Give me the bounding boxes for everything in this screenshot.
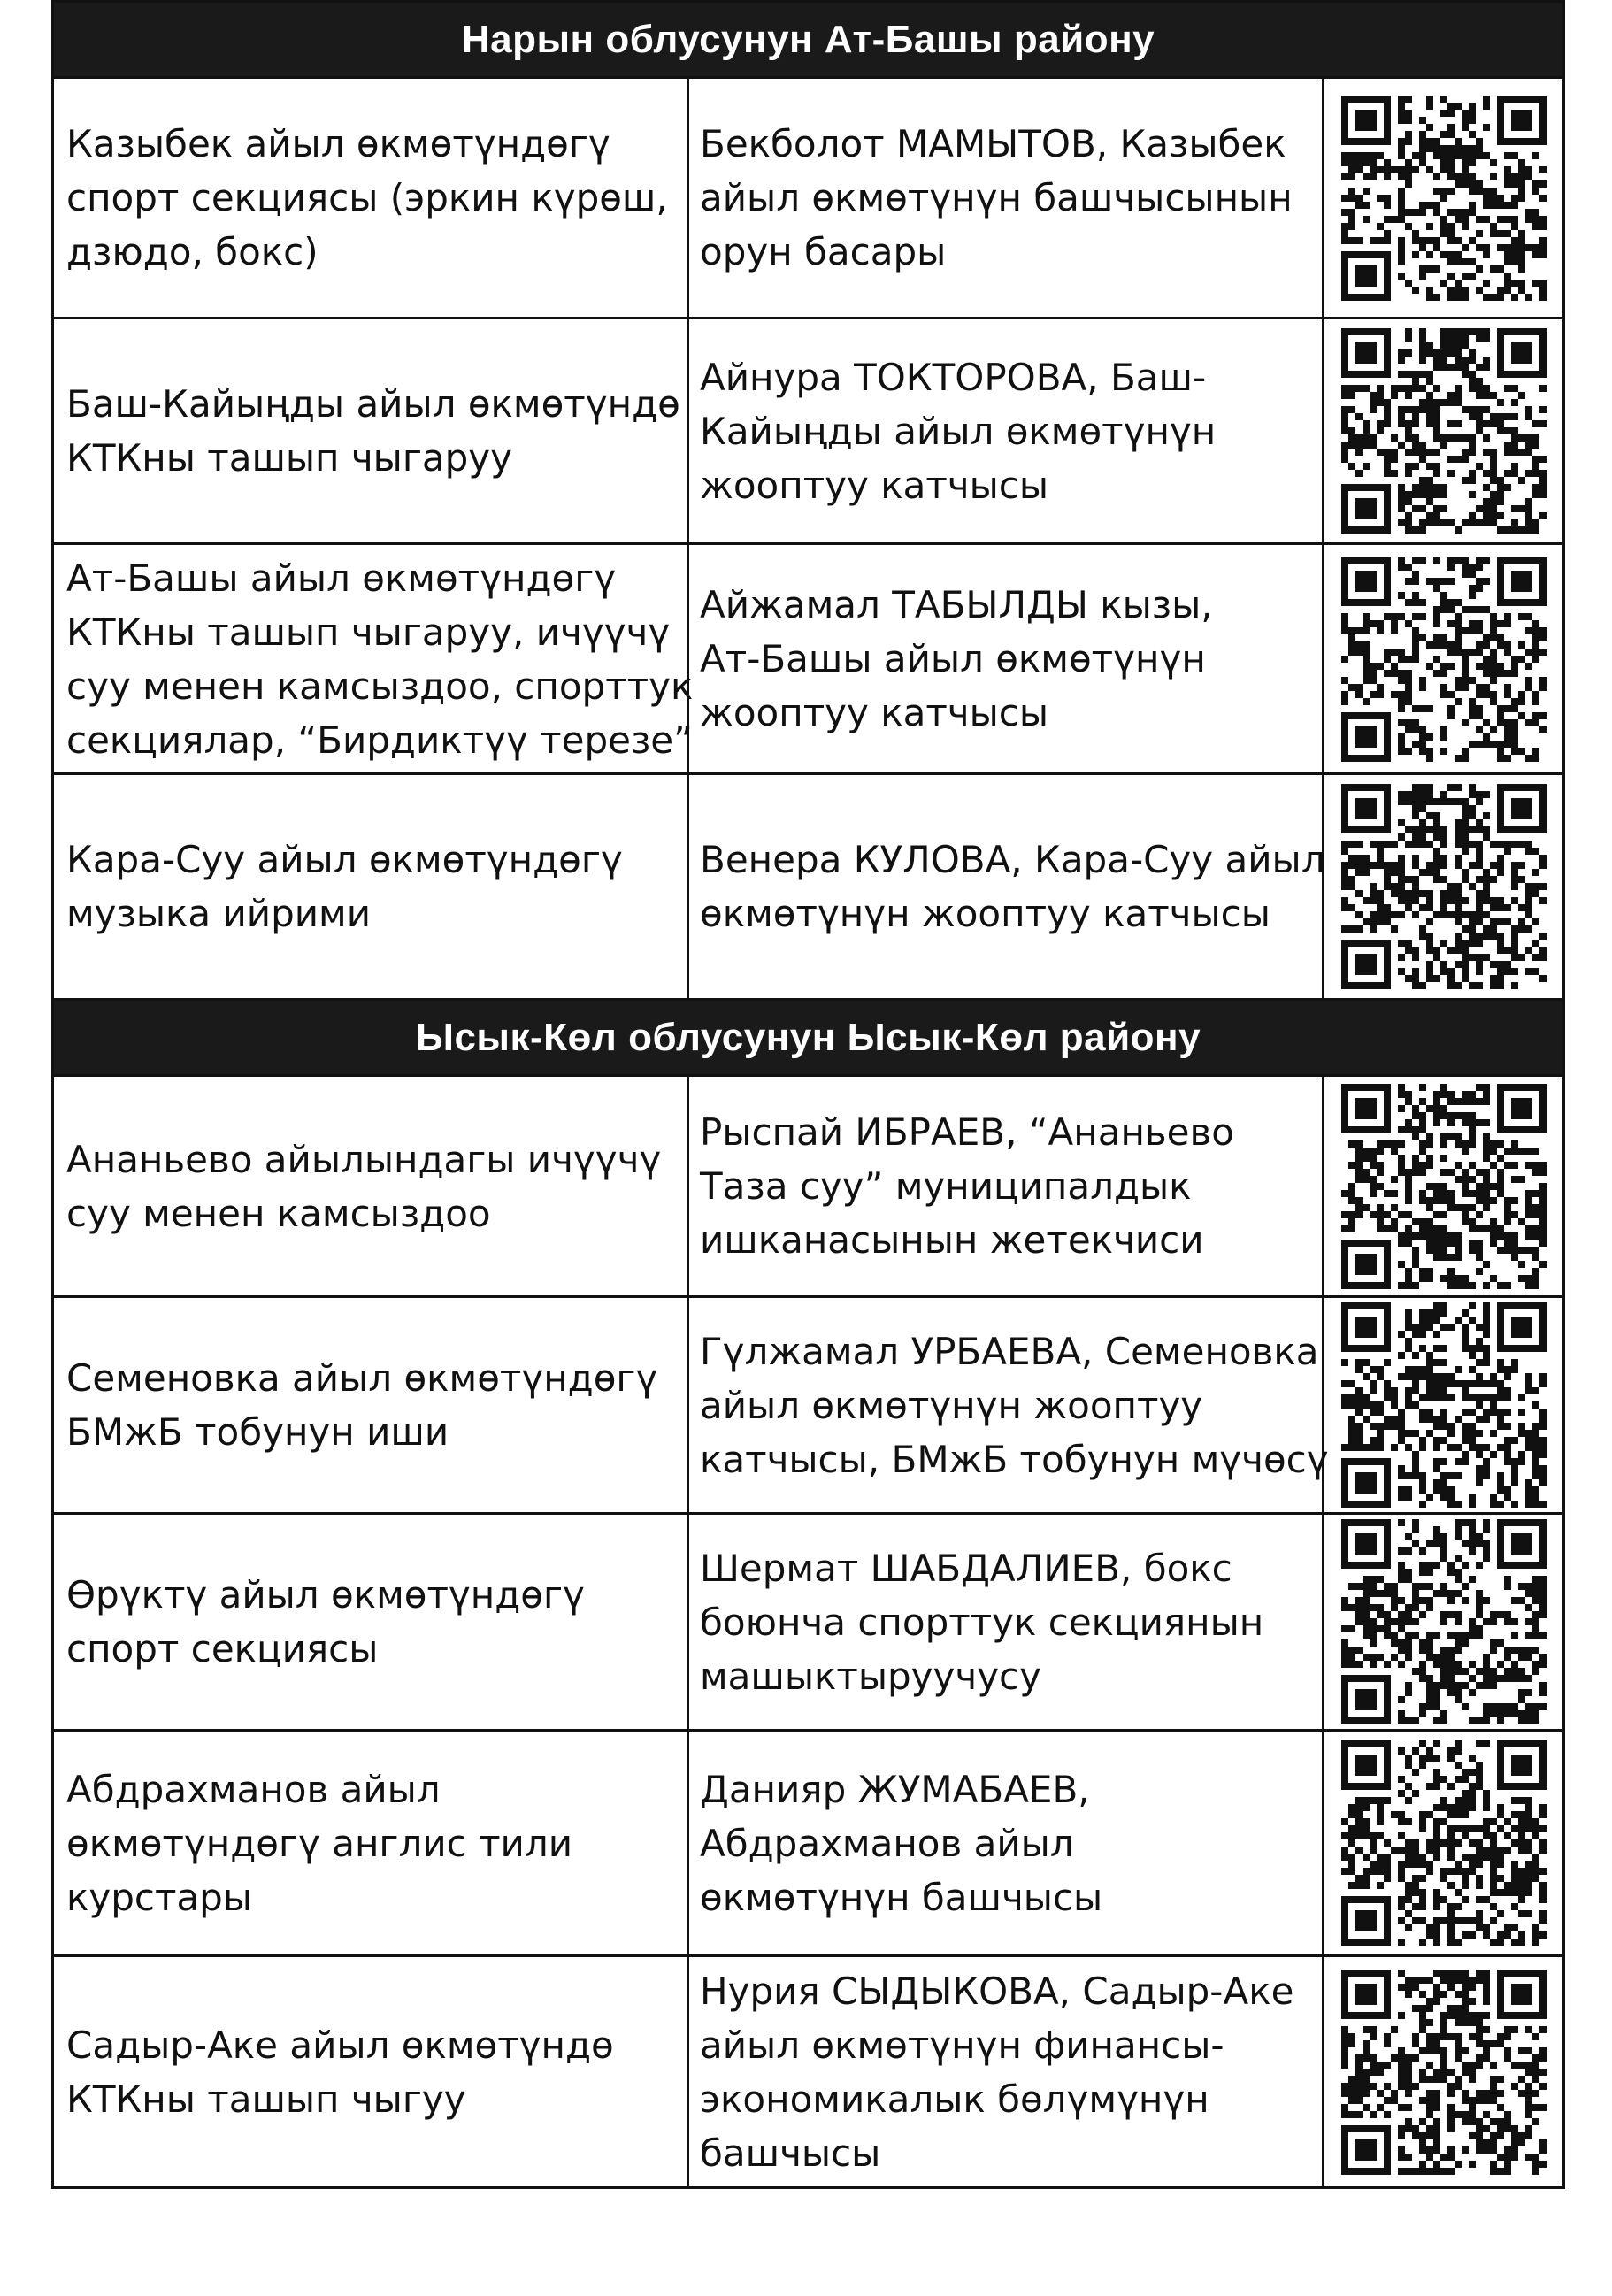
text-line: КТКны ташып чыгаруу — [66, 436, 513, 480]
activity-cell — [53, 1297, 688, 1514]
contact-cell — [688, 1514, 1324, 1731]
text-line: катчысы, БМжБ тобунун мүчөсү — [700, 1437, 1329, 1481]
text-line: Данияр ЖУМАБАЕВ, — [700, 1767, 1090, 1811]
text-line: Кара-Суу айыл өкмөтүндөгү — [66, 838, 623, 881]
table-row — [53, 1514, 1564, 1731]
text-line: спорт секциясы — [66, 1627, 379, 1670]
text-line: спорт секциясы (эркин күрөш, — [66, 176, 668, 219]
section-header-row — [53, 2, 1564, 78]
contacts-table — [51, 0, 1565, 2189]
section-header-row — [53, 1000, 1564, 1076]
activity-cell — [53, 1956, 688, 2188]
activity-cell — [53, 1731, 688, 1956]
qr-cell — [1324, 1297, 1564, 1514]
qr-cell — [1324, 544, 1564, 774]
text-line: экономикалык бөлүмүнүн — [700, 2077, 1209, 2121]
qr-cell — [1324, 1956, 1564, 2188]
contact-cell — [688, 1076, 1324, 1297]
text-line: өкмөтүндөгү англис тили — [66, 1821, 572, 1865]
qr-cell — [1324, 1514, 1564, 1731]
text-line: Абдрахманов айыл — [66, 1767, 441, 1811]
contact-cell — [688, 1956, 1324, 2188]
qr-code-icon — [1341, 328, 1547, 534]
table-row — [53, 1956, 1564, 2188]
text-line: суу менен камсыздоо — [66, 1191, 491, 1235]
qr-cell — [1324, 1076, 1564, 1297]
activity-cell — [53, 774, 688, 1000]
text-line: Баш-Кайыңды айыл өкмөтүндө — [66, 382, 680, 426]
table-row — [53, 1297, 1564, 1514]
text-line: Венера КУЛОВА, Кара-Суу айыл — [700, 838, 1325, 881]
text-line: КТКны ташып чыгуу — [66, 2077, 466, 2121]
qr-code-icon — [1341, 557, 1547, 762]
text-line: боюнча спорттук секциянын — [700, 1600, 1264, 1644]
text-line: Нурия СЫДЫКОВА, Садыр-Аке — [700, 1969, 1294, 2013]
activity-cell — [53, 319, 688, 544]
text-line: Айнура ТОКТОРОВА, Баш- — [700, 355, 1207, 399]
table-row — [53, 319, 1564, 544]
activity-cell — [53, 544, 694, 774]
text-line: дзюдо, бокс) — [66, 230, 319, 273]
text-line: суу менен камсыздоо, спорттук — [66, 664, 694, 708]
text-line: Бекболот МАМЫТОВ, Казыбек — [700, 122, 1286, 165]
text-line: КТКны ташып чыгаруу, ичүүчү — [66, 610, 671, 654]
text-line: Казыбек айыл өкмөтүндөгү — [66, 122, 610, 165]
text-line: жооптуу катчысы — [700, 463, 1049, 507]
text-line: башчысы — [700, 2131, 881, 2175]
text-line: секциялар, “Бирдиктүү терезе” — [66, 718, 693, 762]
contact-cell — [688, 78, 1324, 319]
text-line: Гүлжамал УРБАЕВА, Семеновка — [700, 1329, 1319, 1373]
text-line: музыка ийрими — [66, 892, 372, 935]
text-line: курстары — [66, 1875, 252, 1919]
qr-code-icon — [1341, 1519, 1547, 1724]
text-line: Кайыңды айыл өкмөтүнүн — [700, 409, 1217, 453]
text-line: Шермат ШАБДАЛИЕВ, бокс — [700, 1546, 1232, 1590]
contact-cell — [688, 1731, 1324, 1956]
text-line: Өрүктү айыл өкмөтүндөгү — [66, 1573, 585, 1616]
table-row — [53, 1731, 1564, 1956]
text-line: Ат-Башы айыл өкмөтүндөгү — [66, 556, 617, 600]
text-line: жооптуу катчысы — [700, 691, 1049, 734]
text-line: өкмөтүнүн башчысы — [700, 1875, 1103, 1919]
text-line: Рыспай ИБРАЕВ, “Ананьево — [700, 1110, 1234, 1154]
table-row — [53, 78, 1564, 319]
text-line: Таза суу” муниципалдык — [700, 1164, 1192, 1208]
qr-cell — [1324, 774, 1564, 1000]
qr-code-icon — [1341, 784, 1547, 989]
table-row — [53, 1076, 1564, 1297]
contact-cell — [688, 319, 1324, 544]
text-line: Семеновка айыл өкмөтүндөгү — [66, 1356, 658, 1400]
text-line: ишканасынын жетекчиси — [700, 1218, 1204, 1262]
qr-code-icon — [1341, 1084, 1547, 1289]
table-row — [53, 774, 1564, 1000]
qr-code-icon — [1341, 96, 1547, 301]
text-line: Ананьево айылындагы ичүүчү — [66, 1137, 662, 1181]
text-line: Айжамал ТАБЫЛДЫ кызы, — [700, 583, 1213, 626]
contact-cell — [688, 544, 1324, 774]
qr-cell — [1324, 319, 1564, 544]
text-line: айыл өкмөтүнүн финансы- — [700, 2023, 1224, 2067]
contact-cell — [688, 774, 1324, 1000]
text-line: өкмөтүнүн жооптуу катчысы — [700, 892, 1270, 935]
text-line: орун басары — [700, 230, 947, 273]
qr-cell — [1324, 1731, 1564, 1956]
qr-code-icon — [1341, 1970, 1547, 2175]
activity-cell — [53, 78, 688, 319]
text-line: Ат-Башы айыл өкмөтүнүн — [700, 637, 1206, 680]
activity-cell — [53, 1076, 688, 1297]
contact-cell — [688, 1297, 1329, 1514]
qr-cell — [1324, 78, 1564, 319]
text-line: Садыр-Аке айыл өкмөтүндө — [66, 2023, 614, 2067]
text-line: айыл өкмөтүнүн башчысынын — [700, 176, 1293, 219]
text-line: Абдрахманов айыл — [700, 1821, 1074, 1865]
table-row — [53, 544, 1564, 774]
qr-code-icon — [1341, 1740, 1547, 1946]
activity-cell — [53, 1514, 688, 1731]
qr-code-icon — [1341, 1302, 1547, 1508]
text-line: машыктыруучусу — [700, 1654, 1041, 1698]
section-title: Нарын облусунун Ат-Башы району — [53, 2, 1564, 78]
section-title: Ысык-Көл облусунун Ысык-Көл району — [53, 1000, 1564, 1076]
text-line: айыл өкмөтүнүн жооптуу — [700, 1383, 1203, 1427]
text-line: БМжБ тобунун иши — [66, 1410, 449, 1454]
